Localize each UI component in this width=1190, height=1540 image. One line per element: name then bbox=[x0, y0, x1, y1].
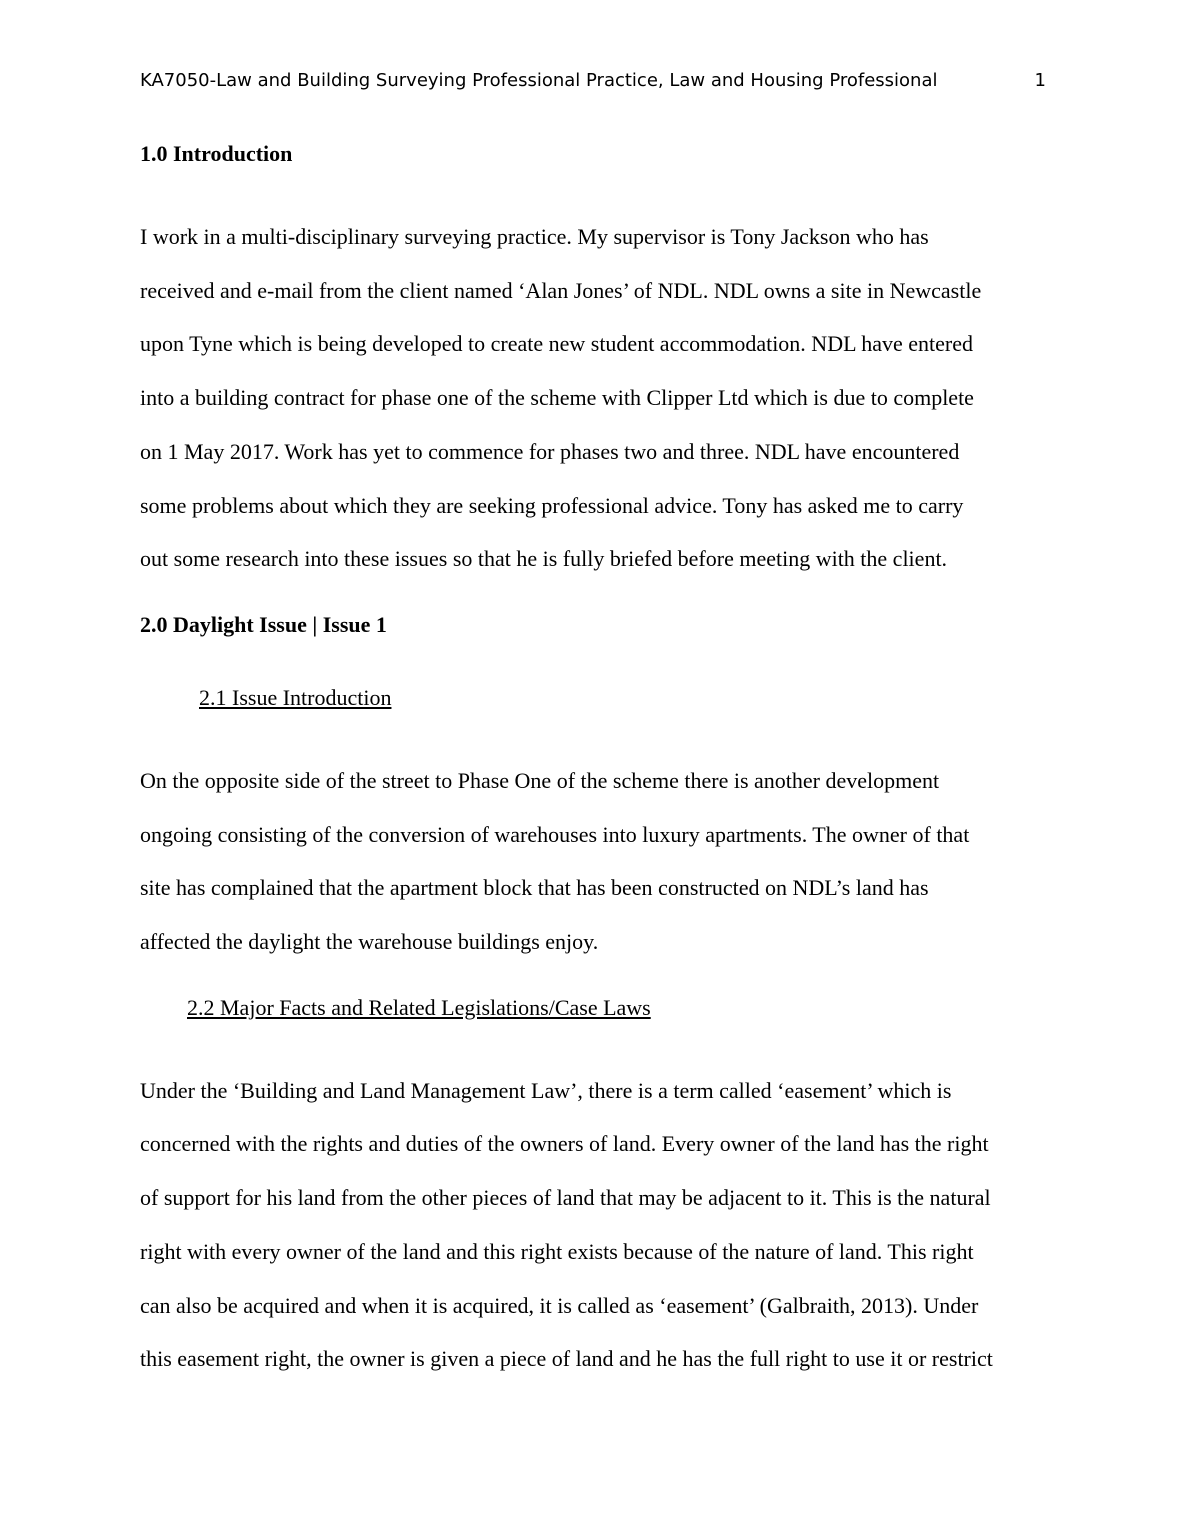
text-line: affected the daylight the warehouse buildings enjoy. bbox=[140, 929, 599, 955]
text-line: right with every owner of the land and this right exists because of the nature of land. This right bbox=[140, 1238, 974, 1264]
subsection-heading-issue-introduction: 2.1 Issue Introduction bbox=[199, 684, 392, 710]
text-line: concerned with the rights and duties of the owners of land. Every owner of the land has the right bbox=[140, 1131, 989, 1157]
subsection-heading-major-facts: 2.2 Major Facts and Related Legislations/Case Laws bbox=[187, 994, 651, 1020]
paragraph-introduction bbox=[140, 210, 1050, 586]
page-number: 1 bbox=[1034, 70, 1046, 91]
text-line: can also be acquired and when it is acquired, it is called as ‘easement’ (Galbraith, 2013). Under bbox=[140, 1292, 979, 1318]
paragraph-issue-introduction bbox=[140, 754, 1050, 969]
text-line: into a building contract for phase one of the scheme with Clipper Ltd which is due to complete bbox=[140, 385, 974, 411]
text-line: I work in a multi-disciplinary surveying practice. My supervisor is Tony Jackson who has bbox=[140, 224, 929, 249]
text-line: some problems about which they are seeking professional advice. Tony has asked me to carry bbox=[140, 492, 964, 518]
paragraph-major-facts bbox=[140, 1064, 1050, 1386]
text-line: upon Tyne which is being developed to create new student accommodation. NDL have entered bbox=[140, 331, 973, 357]
text-line: Under the ‘Building and Land Management Law’, there is a term called ‘easement’ which is bbox=[140, 1077, 952, 1103]
text-line: On the opposite side of the street to Phase One of the scheme there is another development bbox=[140, 767, 940, 793]
text-line: ongoing consisting of the conversion of warehouses into luxury apartments. The owner of that bbox=[140, 821, 970, 847]
text-line: on 1 May 2017. Work has yet to commence for phases two and three. NDL have encountered bbox=[140, 438, 960, 464]
header-title: KA7050-Law and Building Surveying Professional Practice, Law and Housing Professional bbox=[140, 70, 938, 91]
text-line: this easement right, the owner is given a piece of land and he has the full right to use it or restrict bbox=[140, 1346, 993, 1372]
text-line: received and e-mail from the client named ‘Alan Jones’ of NDL. NDL owns a site in Newcastle bbox=[140, 277, 982, 303]
running-header bbox=[140, 70, 1046, 98]
text-line: of support for his land from the other pieces of land that may be adjacent to it. This is the natural bbox=[140, 1185, 991, 1211]
section-heading-daylight: 2.0 Daylight Issue | Issue 1 bbox=[140, 611, 387, 637]
text-line: out some research into these issues so that he is fully briefed before meeting with the client. bbox=[140, 546, 948, 572]
document-body bbox=[140, 137, 1050, 1386]
section-heading-introduction: 1.0 Introduction bbox=[140, 141, 293, 166]
text-line: site has complained that the apartment block that has been constructed on NDL’s land has bbox=[140, 875, 929, 901]
